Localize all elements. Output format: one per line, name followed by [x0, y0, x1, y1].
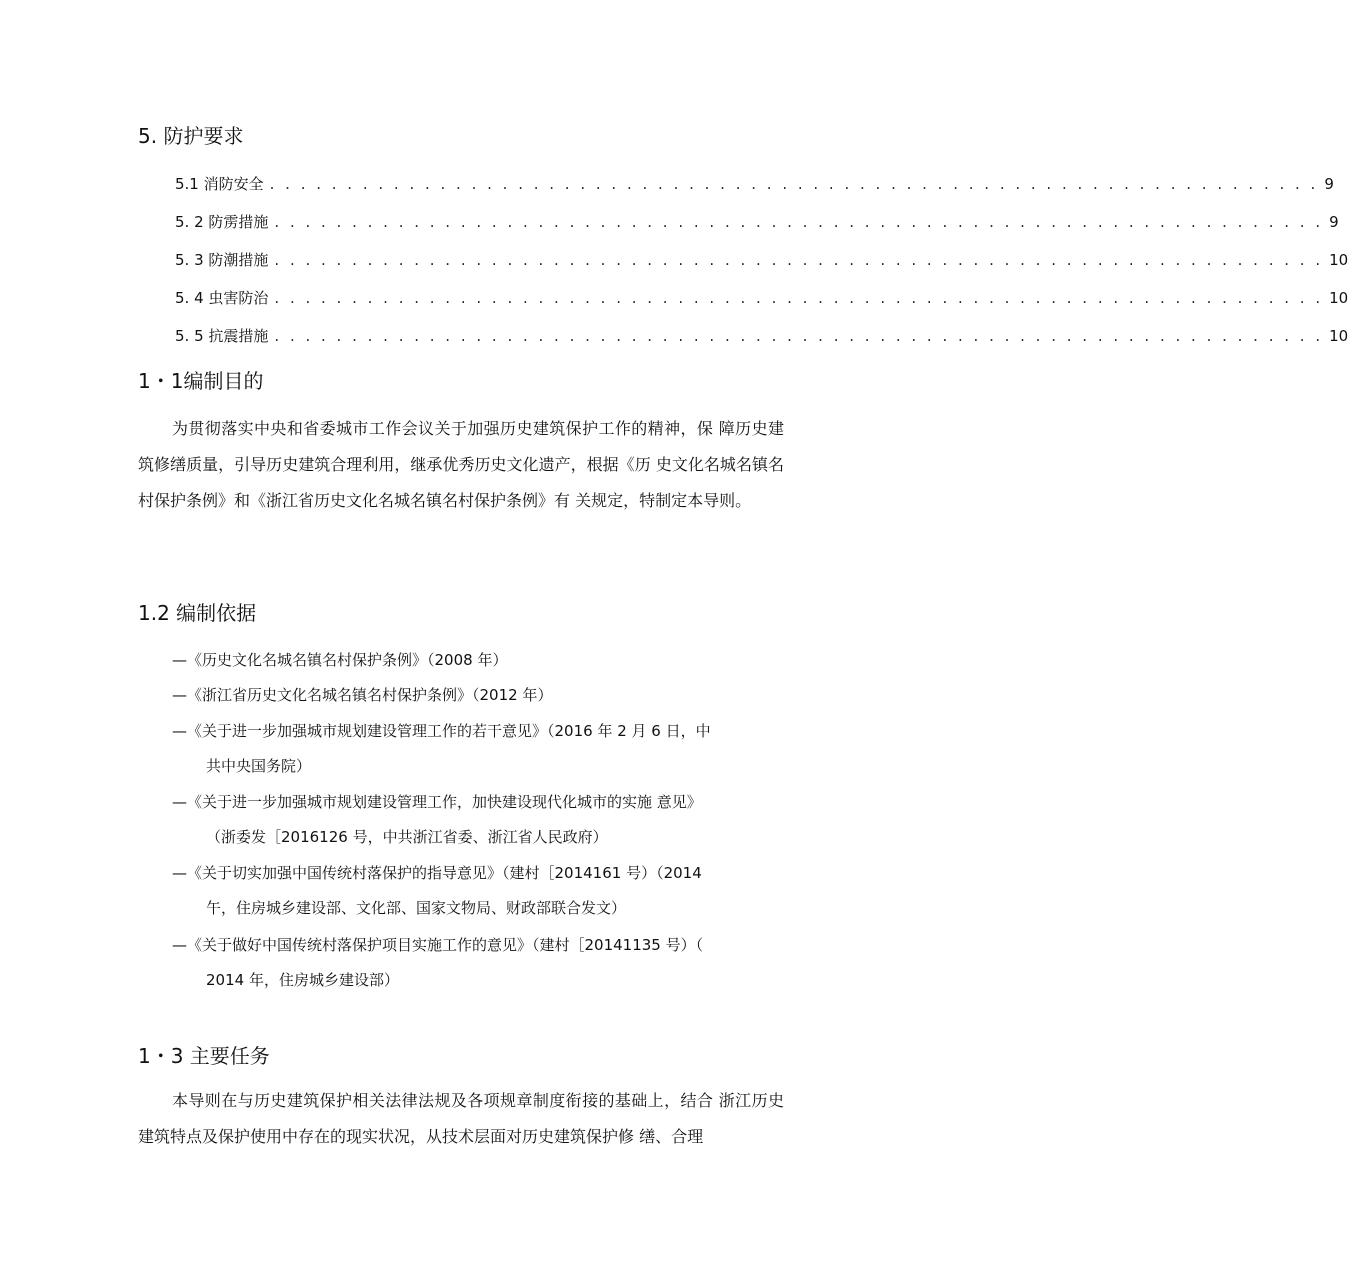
reference-line: —《关于切实加强中国传统村落保护的指导意见》（建村［2014161 号）（2014 [172, 864, 702, 882]
reference-item [172, 714, 784, 784]
toc-entry-label: 5.1 消防安全 [175, 175, 264, 193]
toc-entry-page: 10 [1329, 251, 1348, 269]
toc-entry-label: 5. 3 防潮措施 [175, 251, 269, 269]
toc-entry-page: 10 [1329, 289, 1348, 307]
section-5-heading: 5. 防护要求 [138, 124, 244, 148]
toc-leader-dots: . . . . . . . . . . . . . . . . . . . . . . . . . . . . . . . . . . . . . . . . . . . . . . . . . . . . . . . . . . . . . . . . . . . . [274, 251, 1324, 269]
reference-line: —《关于做好中国传统村落保护项目实施工作的意见》（建村［20141135 号）（ [172, 936, 704, 954]
reference-item [172, 678, 784, 713]
reference-line-continued: （浙委发［2016126 号，中共浙江省委、浙江省人民政府） [206, 828, 608, 846]
toc-leader-dots: . . . . . . . . . . . . . . . . . . . . . . . . . . . . . . . . . . . . . . . . . . . . . . . . . . . . . . . . . . . . . . . . . . . . [274, 327, 1324, 345]
toc-leader-dots: . . . . . . . . . . . . . . . . . . . . . . . . . . . . . . . . . . . . . . . . . . . . . . . . . . . . . . . . . . . . . . . . . . . . [274, 289, 1324, 307]
toc-leader-dots: . . . . . . . . . . . . . . . . . . . . . . . . . . . . . . . . . . . . . . . . . . . . . . . . . . . . . . . . . . . . . . . . . . . . [269, 175, 1319, 193]
section-1-3-body: 本导则在与历史建筑保护相关法律法规及各项规章制度衔接的基础上，结合 浙江历史建筑特点及保护使用中存在的现实状况，从技术层面对历史建筑保护修 缮、合理 [138, 1091, 784, 1146]
toc-entry-page: 9 [1324, 175, 1334, 193]
toc-entry-page: 9 [1329, 213, 1339, 231]
toc-leader-dots: . . . . . . . . . . . . . . . . . . . . . . . . . . . . . . . . . . . . . . . . . . . . . . . . . . . . . . . . . . . . . . . . . . . . [274, 213, 1324, 231]
reference-item [172, 643, 784, 678]
toc-entry[interactable] [175, 325, 1348, 349]
toc-entry[interactable] [175, 249, 1348, 273]
reference-line: —《关于进一步加强城市规划建设管理工作，加快建设现代化城市的实施 意见》 [172, 793, 702, 811]
toc-entry[interactable] [175, 211, 1339, 235]
toc-entry[interactable] [175, 173, 1334, 197]
reference-item [172, 785, 784, 855]
toc-entry-label: 5. 5 抗震措施 [175, 327, 269, 345]
reference-item [172, 856, 784, 926]
section-1-3-heading: 1・3 主要任务 [138, 1044, 270, 1068]
section-1-1-heading: 1・1编制目的 [138, 369, 264, 393]
reference-item [172, 928, 784, 998]
section-1-1-body: 为贯彻落实中央和省委城市工作会议关于加强历史建筑保护工作的精神，保 障历史建筑修缮质量，引导历史建筑合理利用，继承优秀历史文化遗产，根据《历 史文化名城名镇名村保护条例》和《浙江省历史文化名城名镇名村保护条例》有 关规定，特制定本导则。 [138, 419, 784, 510]
reference-line: —《历史文化名城名镇名村保护条例》（2008 年） [172, 651, 508, 669]
reference-line: —《浙江省历史文化名城名镇名村保护条例》（2012 年） [172, 686, 553, 704]
reference-line-continued: 2014 年，住房城乡建设部） [206, 971, 399, 989]
toc-entry-label: 5. 2 防雳措施 [175, 213, 269, 231]
section-1-2-heading: 1.2 编制依据 [138, 601, 257, 625]
toc-entry[interactable] [175, 287, 1348, 311]
reference-line: —《关于进一步加强城市规划建设管理工作的若干意见》（2016 年 2 月 6 日，中 [172, 722, 711, 740]
reference-line-continued: 共中央国务院） [206, 757, 312, 775]
toc-entry-page: 10 [1329, 327, 1348, 345]
reference-line-continued: 午，住房城乡建设部、文化部、国家文物局、财政部联合发文） [206, 899, 627, 917]
toc-entry-label: 5. 4 虫害防治 [175, 289, 269, 307]
